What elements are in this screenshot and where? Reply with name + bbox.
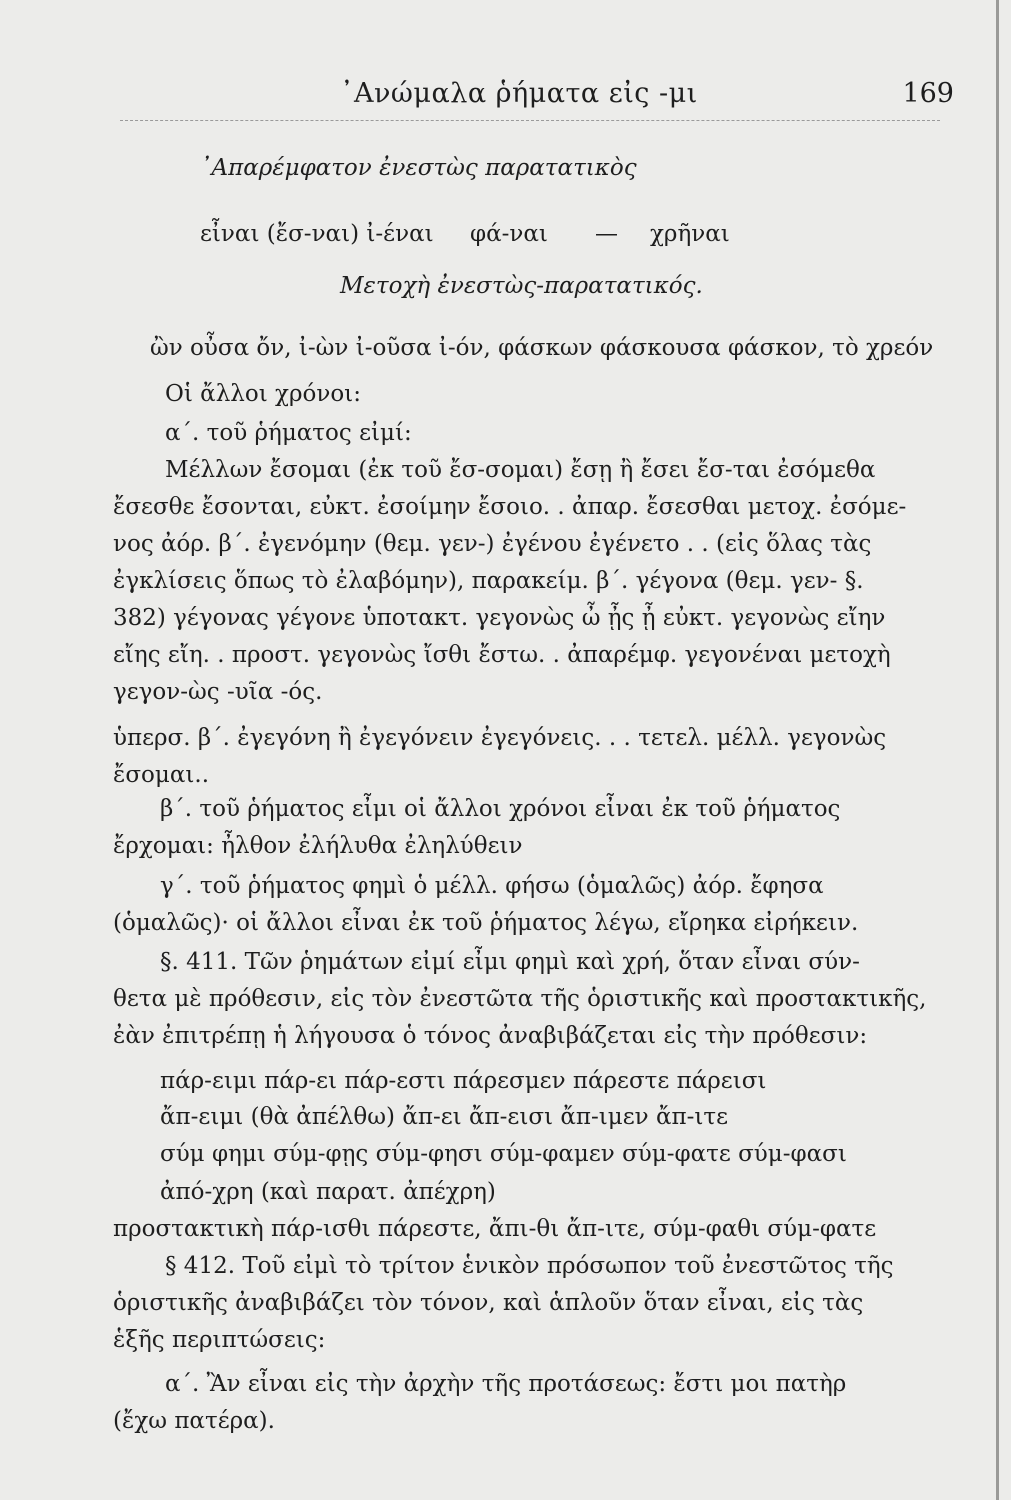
text-line: β΄. τοῦ ῥήματος εἶμι οἱ ἄλλοι χρόνοι εἶναι ἐκ τοῦ ῥήματος bbox=[160, 796, 841, 822]
infinitive-forms-row bbox=[0, 219, 1011, 249]
text-line: α΄. τοῦ ῥήματος εἰμί: bbox=[165, 420, 412, 446]
text-line: ἑξῆς περιπτώσεις: bbox=[113, 1327, 326, 1353]
text-line: Οἱ ἄλλοι χρόνοι: bbox=[165, 381, 361, 407]
infinitive-form: εἶναι (ἔσ-ναι) ἰ-έναι bbox=[200, 221, 434, 247]
infinitive-form: φά-ναι bbox=[470, 221, 548, 247]
text-line: θετα μὲ πρόθεσιν, εἰς τὸν ἐνεστῶτα τῆς ὁριστικῆς καὶ προστακτικῆς, bbox=[113, 986, 927, 1012]
text-line: ἔσεσθε ἔσονται, εὐκτ. ἐσοίμην ἔσοιο. . ἀπαρ. ἔσεσθαι μετοχ. ἐσόμε- bbox=[113, 494, 907, 520]
text-line: α΄. Ἂν εἶναι εἰς τὴν ἀρχὴν τῆς προτάσεως: ἔστι μοι πατὴρ bbox=[165, 1371, 847, 1397]
running-title: ᾿Ανώμαλα ῥήματα εἰς -μι bbox=[340, 78, 698, 109]
infinitive-dash: — bbox=[595, 221, 618, 247]
text-line: ἔρχομαι: ἦλθον ἐλήλυθα ἐληλύθειν bbox=[113, 833, 523, 859]
text-line: γεγον-ὼς -υῖα -ός. bbox=[113, 679, 323, 705]
imperative-line: προστακτικὴ πάρ-ισθι πάρεστε, ἄπι-θι ἄπ-ιτε, σύμ-φαθι σύμ-φατε bbox=[113, 1216, 877, 1242]
section-411-line: §. 411. Τῶν ῥημάτων εἰμί εἶμι φημὶ καὶ χρή, ὅταν εἶναι σύν- bbox=[160, 949, 860, 975]
text-line: γ΄. τοῦ ῥήματος φημὶ ὁ μέλλ. φήσω (ὁμαλῶς) ἀόρ. ἔφησα bbox=[160, 873, 824, 899]
paradigm-line: σύμ φημι σύμ-φῃς σύμ-φησι σύμ-φαμεν σύμ-φατε σύμ-φασι bbox=[160, 1141, 847, 1167]
page-header bbox=[120, 70, 954, 121]
page-number: 169 bbox=[902, 78, 954, 109]
text-line: ἐγκλίσεις ὅπως τὸ ἐλαβόμην), παρακείμ. β΄. γέγονα (θεμ. γεν- §. bbox=[113, 568, 864, 594]
text-line: (ὁμαλῶς)· οἱ ἄλλοι εἶναι ἐκ τοῦ ῥήματος λέγω, εἴρηκα εἰρήκειν. bbox=[113, 910, 859, 936]
text-line: εἴης εἴη. . προστ. γεγονὼς ἴσθι ἔστω. . ἀπαρέμφ. γεγονέναι μετοχὴ bbox=[113, 642, 891, 668]
text-line: ἐὰν ἐπιτρέπῃ ἡ λήγουσα ὁ τόνος ἀναβιβάζεται εἰς τὴν πρόθεσιν: bbox=[113, 1023, 868, 1049]
participle-line: ὢν οὖσα ὄν, ἰ-ὼν ἰ-οῦσα ἰ-όν, φάσκων φάσκουσα φάσκον, τὸ χρεόν bbox=[150, 335, 934, 361]
text-line: ὁριστικῆς ἀναβιβάζει τὸν τόνον, καὶ ἁπλοῦν ὅταν εἶναι, εἰς τὰς bbox=[113, 1290, 864, 1316]
paradigm-line: πάρ-ειμι πάρ-ει πάρ-εστι πάρεσμεν πάρεστε πάρεισι bbox=[160, 1068, 767, 1094]
text-line: ὑπερσ. β΄. ἐγεγόνη ἢ ἐγεγόνειν ἐγεγόνεις. . . τετελ. μέλλ. γεγονὼς bbox=[113, 725, 887, 751]
text-line: 382) γέγονας γέγονε ὑποτακτ. γεγονὼς ὦ ᾖς ᾖ εὐκτ. γεγονὼς εἴην bbox=[113, 605, 886, 631]
section-412-line: § 412. Τοῦ εἰμὶ τὸ τρίτον ἑνικὸν πρόσωπον τοῦ ἐνεστῶτος τῆς bbox=[165, 1253, 894, 1279]
participle-heading: Μετοχὴ ἐνεστὼς-παρατατικός. bbox=[340, 273, 703, 299]
paradigm-line: ἀπό-χρη (καὶ παρατ. ἀπέχρη) bbox=[160, 1179, 496, 1205]
infinitive-form: χρῆναι bbox=[650, 221, 730, 247]
paradigm-line: ἄπ-ειμι (θὰ ἀπέλθω) ἄπ-ει ἄπ-εισι ἄπ-ιμεν ἄπ-ιτε bbox=[160, 1104, 729, 1130]
text-line: νος ἀόρ. β΄. ἐγενόμην (θεμ. γεν-) ἐγένου ἐγένετο . . (εἰς ὅλας τὰς bbox=[113, 531, 872, 557]
text-line: ἔσομαι.. bbox=[113, 762, 210, 788]
infinitive-heading: ᾿Απαρέμφατον ἐνεστὼς παρατατικὸς bbox=[200, 155, 637, 181]
text-line: Μέλλων ἔσομαι (ἐκ τοῦ ἔσ-σομαι) ἔσῃ ἢ ἔσει ἔσ-ται ἐσόμεθα bbox=[165, 457, 876, 483]
text-line: (ἔχω πατέρα). bbox=[113, 1408, 275, 1434]
